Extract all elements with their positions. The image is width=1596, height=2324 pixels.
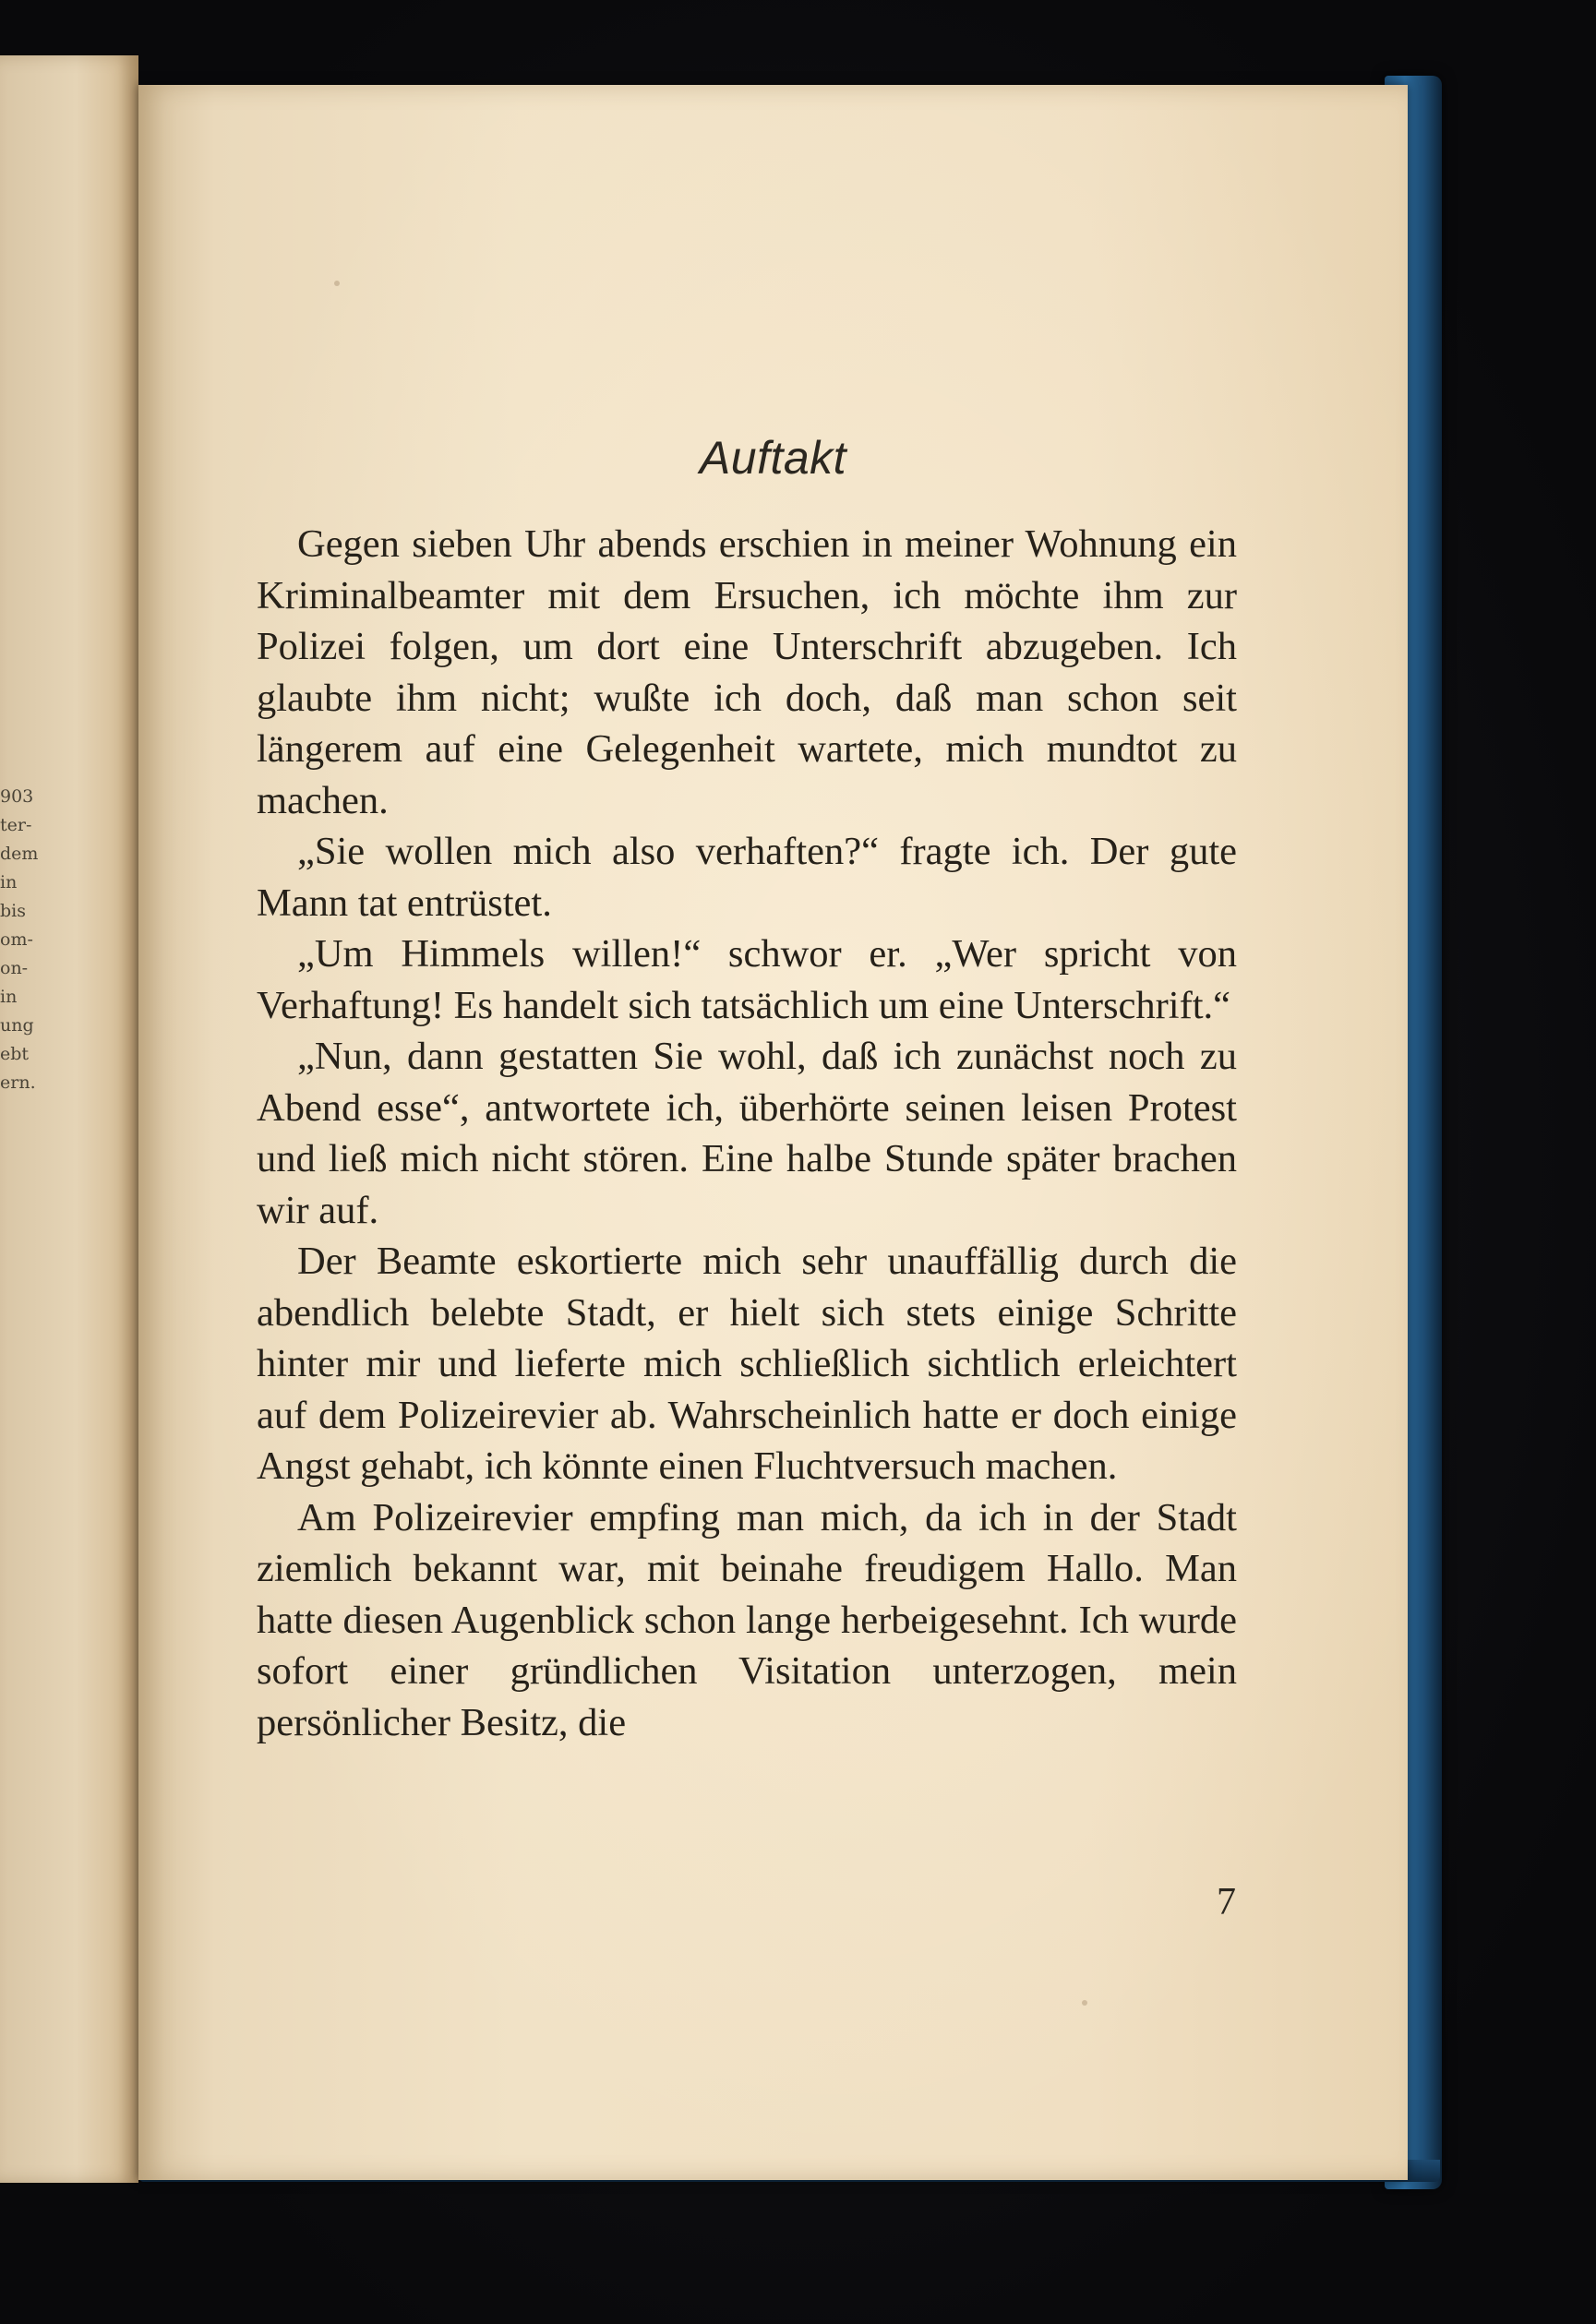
- paragraph: „Nun, dann gestatten Sie wohl, daß ich zunächst noch zu Abend esse“, antwortete ich, überhörte seinen leisen Protest und ließ mich nicht stören. Eine halbe Stunde später brachen wir auf.: [257, 1035, 1237, 1232]
- chapter-title: Auftakt: [699, 432, 847, 484]
- left-fragment: ebt: [0, 1044, 30, 1064]
- paragraph: Gegen sieben Uhr abends erschien in meiner Wohnung ein Kriminalbeamter mit dem Ersuchen, ich möchte ihm zur Polizei folgen, um dort eine Unterschrift abzugeben. Ich glaubte ihm nicht; wußte ich doch, daß man schon seit längerem auf eine Gelegenheit wartete, mich mundtot zu machen.: [257, 522, 1237, 822]
- left-fragment: in: [0, 987, 18, 1007]
- left-fragment: ter-: [0, 815, 32, 835]
- paragraph: „Sie wollen mich also verhaften?“ fragte ich. Der gute Mann tat entrüstet.: [257, 830, 1237, 925]
- left-fragment: dem: [0, 844, 39, 864]
- paper-speck: [1082, 2000, 1087, 2006]
- left-fragment: in: [0, 872, 18, 892]
- left-fragment: ung: [0, 1015, 34, 1036]
- page-number: 7: [1217, 1881, 1236, 1923]
- paragraph: „Um Himmels willen!“ schwor er. „Wer spricht von Verhaftung! Es handelt sich tatsächlich um eine Unterschrift.“: [257, 932, 1237, 1027]
- paragraph: Der Beamte eskortierte mich sehr unauffällig durch die abendlich belebte Stadt, er hielt sich stets einige Schritte hinter mir und lieferte mich schließlich sichtlich erleichtert auf dem Polizeirevier ab. Wahrscheinlich hatte er doch einige Angst gehabt, ich könnte einen Fluchtversuch machen.: [257, 1240, 1237, 1488]
- left-fragment: bis: [0, 901, 26, 921]
- body-text: [257, 519, 1237, 1748]
- paragraph: Am Polizeirevier empfing man mich, da ich in der Stadt ziemlich bekannt war, mit beinahe freudigem Hallo. Man hatte diesen Augenblick schon lange herbeigesehnt. Ich wurde sofort einer gründlichen Visitation unterzogen, mein persönlicher Besitz, die: [257, 1495, 1237, 1744]
- book-page: [138, 85, 1408, 2180]
- left-fragment: on-: [0, 958, 29, 978]
- left-fragment: om-: [0, 929, 33, 950]
- left-page-edge: [0, 55, 138, 2183]
- left-page-text-fragments: [0, 783, 55, 1097]
- left-fragment: ern.: [0, 1072, 36, 1093]
- paper-speck: [334, 281, 340, 286]
- left-fragment: 903: [0, 786, 34, 807]
